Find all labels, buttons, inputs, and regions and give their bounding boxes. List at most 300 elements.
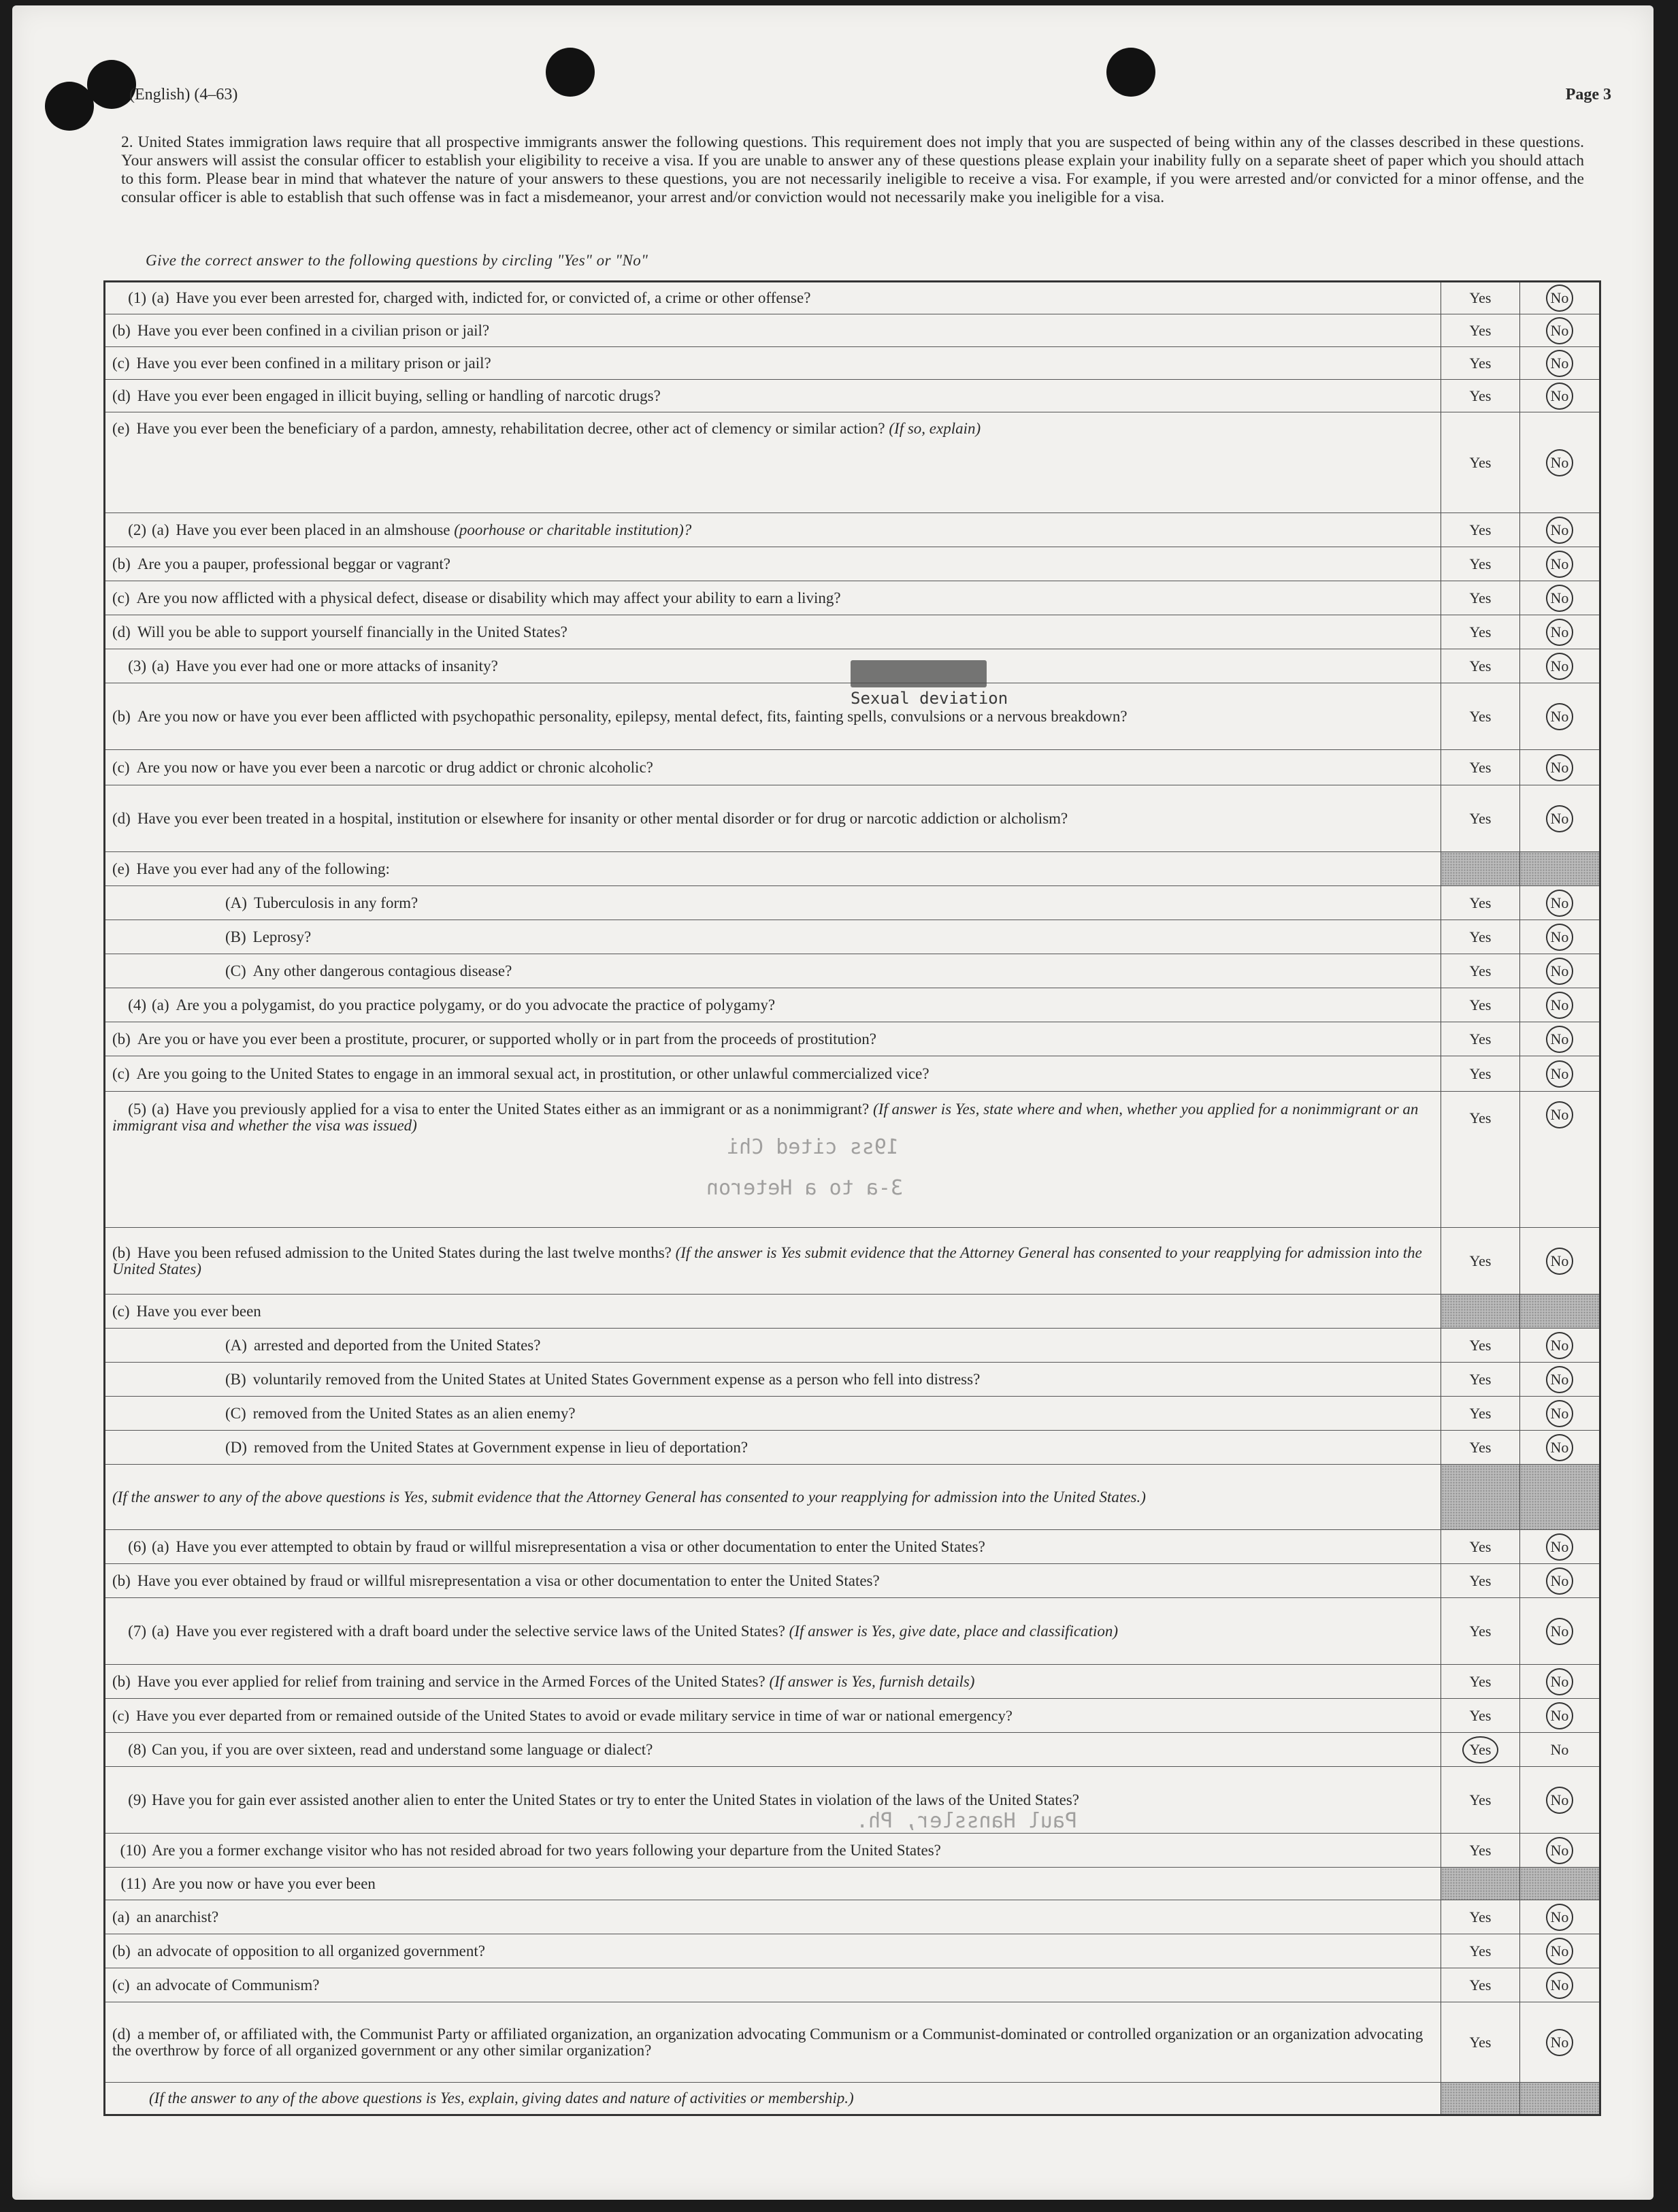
question-text xyxy=(105,1868,1441,1900)
question-row-7a xyxy=(105,1598,1600,1665)
question-row-6a xyxy=(105,1530,1600,1564)
question-note: (If the answer is Yes submit evidence that the Attorney General has consented to your reapplying for admission into the United States) xyxy=(112,1243,1422,1278)
no-option-circled[interactable] xyxy=(1520,1397,1600,1431)
yes-option[interactable]: Yes xyxy=(1441,785,1520,852)
sub-letter: (c) xyxy=(112,1064,130,1082)
sub-letter: (d) xyxy=(112,2025,131,2043)
question-number: (10) xyxy=(120,1841,146,1859)
no-option-circled[interactable] xyxy=(1520,988,1600,1022)
shaded-cell xyxy=(1441,1868,1520,1900)
question-note: (If answer is Yes, furnish details) xyxy=(769,1672,975,1690)
no-circled: No xyxy=(1546,619,1574,646)
question-row-3eA xyxy=(105,886,1600,920)
question-row-5cB xyxy=(105,1363,1600,1397)
yes-option[interactable]: Yes xyxy=(1441,1056,1520,1092)
no-option[interactable]: No xyxy=(1520,1733,1600,1767)
no-option-circled[interactable] xyxy=(1520,1598,1600,1665)
question-row-10 xyxy=(105,1834,1600,1868)
no-circled: No xyxy=(1546,1618,1574,1645)
shaded-cell xyxy=(1520,2083,1600,2115)
no-option-circled[interactable] xyxy=(1520,1530,1600,1564)
question-text xyxy=(105,1329,1441,1363)
yes-option[interactable]: Yes xyxy=(1441,1665,1520,1699)
question-row-2b xyxy=(105,547,1600,581)
stamp-text: Sexual deviation xyxy=(851,689,1008,708)
shaded-cell xyxy=(1520,1868,1600,1900)
question-label: Any other dangerous contagious disease? xyxy=(252,962,512,979)
question-row-5cD xyxy=(105,1431,1600,1465)
question-label: Are you now or have you ever been a narcotic or drug addict or chronic alcoholic? xyxy=(136,758,653,776)
yes-option[interactable]: Yes xyxy=(1441,282,1520,314)
question-label: Are you now afflicted with a physical defect, disease or disability which may affect your ability to earn a living? xyxy=(136,589,841,606)
no-option-circled[interactable] xyxy=(1520,1431,1600,1465)
shaded-cell xyxy=(1441,2083,1520,2115)
question-number: (7) xyxy=(128,1622,146,1640)
yes-option[interactable]: Yes xyxy=(1441,750,1520,785)
bleed-through-text: Paul Hanssler, Ph. xyxy=(856,1809,1078,1833)
question-label: Have you ever been the beneficiary of a pardon, amnesty, rehabilitation decree, other act of clemency or similar action? xyxy=(136,420,885,437)
no-option-circled[interactable] xyxy=(1520,314,1600,347)
question-text xyxy=(105,886,1441,920)
sub-letter: (A) xyxy=(225,1336,247,1354)
sub-letter: (d) xyxy=(112,387,131,404)
sub-letter: (c) xyxy=(112,1706,129,1724)
question-text xyxy=(105,1228,1441,1295)
no-option-circled[interactable] xyxy=(1520,380,1600,412)
no-option-circled[interactable] xyxy=(1520,1022,1600,1056)
no-circled: No xyxy=(1546,992,1574,1019)
question-number: (2) xyxy=(128,521,146,538)
no-circled: No xyxy=(1546,958,1574,985)
question-row-9 xyxy=(105,1767,1600,1834)
no-circled: No xyxy=(1546,383,1574,410)
question-label: Have you ever been placed in an almshouse xyxy=(176,521,450,538)
no-circled: No xyxy=(1546,653,1574,680)
no-option-circled[interactable] xyxy=(1520,1564,1600,1598)
no-circled: No xyxy=(1546,1837,1574,1864)
question-label: Have you ever had one or more attacks of insanity? xyxy=(176,657,498,674)
question-text xyxy=(105,1022,1441,1056)
question-label: Are you a pauper, professional beggar or vagrant? xyxy=(137,555,450,572)
no-circled: No xyxy=(1546,890,1574,917)
intro-marker: 2. xyxy=(121,133,133,151)
shaded-cell xyxy=(1441,852,1520,886)
question-text xyxy=(105,282,1441,314)
yes-option[interactable]: Yes xyxy=(1441,1329,1520,1363)
yes-option[interactable]: Yes xyxy=(1441,412,1520,513)
question-row-7c xyxy=(105,1699,1600,1733)
question-label: Have you previously applied for a visa to enter the United States either as an immigrant or as a nonimmigrant? xyxy=(176,1101,870,1118)
yes-option[interactable]: Yes xyxy=(1441,920,1520,954)
question-label: voluntarily removed from the United States at United States Government expense as a person who fell into distress? xyxy=(252,1370,981,1388)
question-number: (4) xyxy=(128,996,146,1013)
no-option-circled[interactable] xyxy=(1520,1228,1600,1295)
question-label: Have you ever attempted to obtain by fraud or willful misrepresentation a visa or other documentation to enter the United States? xyxy=(176,1538,985,1555)
question-row-4c xyxy=(105,1056,1600,1092)
no-circled: No xyxy=(1546,703,1574,730)
question-11-note-row xyxy=(105,2083,1600,2115)
question-label: Are you going to the United States to engage in an immoral sexual act, in prostitution, or other unlawful commercialized vice? xyxy=(136,1064,930,1082)
yes-option[interactable]: Yes xyxy=(1441,1022,1520,1056)
sub-letter: (a) xyxy=(152,1538,169,1555)
question-number: (1) xyxy=(128,289,146,306)
question-row-4b xyxy=(105,1022,1600,1056)
yes-option[interactable]: Yes xyxy=(1441,1834,1520,1868)
no-circled: No xyxy=(1546,1567,1574,1595)
question-label: Are you a polygamist, do you practice polygamy, or do you advocate the practice of polygamy? xyxy=(176,996,776,1013)
question-text xyxy=(105,649,1441,683)
question-label: Have you ever been treated in a hospital, institution or elsewhere for insanity or other mental disorder or for drug or narcotic addiction or alcholism? xyxy=(137,809,1068,827)
question-row-3c xyxy=(105,750,1600,785)
no-option-circled[interactable] xyxy=(1520,547,1600,581)
question-text xyxy=(105,2002,1441,2083)
question-row-3eB xyxy=(105,920,1600,954)
question-text xyxy=(105,380,1441,412)
question-row-5cA xyxy=(105,1329,1600,1363)
question-text xyxy=(105,1665,1441,1699)
question-row-2d xyxy=(105,615,1600,649)
no-option-circled[interactable] xyxy=(1520,1767,1600,1834)
question-label: Have you ever been engaged in illicit buying, selling or handling of narcotic drugs? xyxy=(137,387,661,404)
sub-letter: (a) xyxy=(112,1908,130,1925)
no-circled: No xyxy=(1546,1533,1574,1561)
question-text xyxy=(105,852,1441,886)
question-text xyxy=(105,988,1441,1022)
question-text xyxy=(105,1431,1441,1465)
question-label: Leprosy? xyxy=(252,928,312,945)
no-option-circled[interactable] xyxy=(1520,785,1600,852)
no-option-circled[interactable] xyxy=(1520,1363,1600,1397)
no-option-circled[interactable] xyxy=(1520,1092,1600,1228)
question-text xyxy=(105,1699,1441,1733)
no-circled: No xyxy=(1546,754,1574,781)
question-label: Have you ever obtained by fraud or willful misrepresentation a visa or other documentation to enter the United States? xyxy=(137,1572,880,1589)
question-text xyxy=(105,513,1441,547)
no-option-circled[interactable] xyxy=(1520,513,1600,547)
no-circled: No xyxy=(1546,1938,1574,1965)
question-row-6b xyxy=(105,1564,1600,1598)
no-circled: No xyxy=(1546,1434,1574,1461)
question-label: removed from the United States at Government expense in lieu of deportation? xyxy=(253,1438,748,1456)
sub-letter: (d) xyxy=(112,623,131,640)
no-circled: No xyxy=(1546,1702,1574,1729)
no-circled: No xyxy=(1546,924,1574,951)
question-label: Have you ever been confined in a civilian prison or jail? xyxy=(137,321,490,339)
no-option-circled[interactable] xyxy=(1520,1699,1600,1733)
question-number: (9) xyxy=(128,1791,146,1808)
bleed-through-text: 19ss cited Chi xyxy=(727,1135,899,1159)
no-option-circled[interactable] xyxy=(1520,649,1600,683)
no-option-circled[interactable] xyxy=(1520,347,1600,380)
yes-option[interactable]: Yes xyxy=(1441,1900,1520,1934)
no-option-circled[interactable] xyxy=(1520,1968,1600,2002)
yes-option[interactable]: Yes xyxy=(1441,683,1520,750)
question-label: Have you ever been confined in a military prison or jail? xyxy=(136,354,491,372)
no-option-circled[interactable] xyxy=(1520,1056,1600,1092)
no-circled: No xyxy=(1546,1060,1574,1088)
sub-letter: (C) xyxy=(225,1404,246,1422)
yes-option[interactable]: Yes xyxy=(1441,886,1520,920)
question-text xyxy=(105,1834,1441,1868)
question-label: Have you been refused admission to the United States during the last twelve months? xyxy=(137,1243,672,1261)
sub-letter: (b) xyxy=(112,1243,131,1261)
question-label: Have you ever been arrested for, charged with, indicted for, or convicted of, a crime or other offense? xyxy=(176,289,811,306)
question-text xyxy=(105,1733,1441,1767)
question-row-5a xyxy=(105,1092,1600,1228)
no-circled: No xyxy=(1546,805,1574,832)
page-header xyxy=(12,86,1654,113)
question-row-4a xyxy=(105,988,1600,1022)
no-option-circled[interactable] xyxy=(1520,1934,1600,1968)
no-circled: No xyxy=(1546,1668,1574,1695)
sub-letter: (c) xyxy=(112,354,130,372)
question-row-2a xyxy=(105,513,1600,547)
intro-text: United States immigration laws require that all prospective immigrants answer the following questions. This requirement does not imply that you are suspected of being within any of the classes described in these questions. Your answers will assist the consular officer to establish your eligibility to receive a visa. If you are unable to answer any of these questions please explain your inability fully on a separate sheet of paper which you should attach to this form. Please bear in mind that whatever the nature of your answers to these questions, you are not necessarily ineligible to receive a visa. For example, if you were arrested and/or convicted for a minor offense, and the consular officer is able to establish that such offense was in fact a misdemeanor, your arrest and/or conviction would not necessarily make you ineligible for a visa. xyxy=(121,133,1584,206)
sub-letter: (b) xyxy=(112,1672,131,1690)
question-label: an anarchist? xyxy=(136,1908,219,1925)
yes-option[interactable]: Yes xyxy=(1441,547,1520,581)
typed-stamp xyxy=(851,660,1008,708)
no-option-circled[interactable] xyxy=(1520,1900,1600,1934)
yes-option[interactable]: Yes xyxy=(1441,513,1520,547)
question-text xyxy=(105,581,1441,615)
sub-letter: (b) xyxy=(112,1942,131,1959)
question-row-3eC xyxy=(105,954,1600,988)
sub-letter: (b) xyxy=(112,555,131,572)
sub-letter: (B) xyxy=(225,928,246,945)
shaded-cell xyxy=(1441,1465,1520,1530)
question-number: (5) xyxy=(128,1101,146,1118)
question-row-2c xyxy=(105,581,1600,615)
sub-letter: (c) xyxy=(112,1976,130,1994)
question-label: Can you, if you are over sixteen, read and understand some language or dialect? xyxy=(152,1740,653,1758)
yes-option[interactable]: Yes xyxy=(1441,1934,1520,1968)
question-text xyxy=(105,547,1441,581)
sub-letter: (d) xyxy=(112,809,131,827)
question-number: (6) xyxy=(128,1538,146,1555)
shaded-cell xyxy=(1520,1465,1600,1530)
question-number: (3) xyxy=(128,657,146,674)
sub-letter: (c) xyxy=(112,589,130,606)
question-label: removed from the United States as an alien enemy? xyxy=(252,1404,576,1422)
no-circled: No xyxy=(1546,585,1574,612)
yes-option[interactable]: Yes xyxy=(1441,649,1520,683)
question-row-7b xyxy=(105,1665,1600,1699)
question-row-11a xyxy=(105,1900,1600,1934)
yes-option[interactable]: Yes xyxy=(1441,1228,1520,1295)
sub-letter: (b) xyxy=(112,321,131,339)
no-circled: No xyxy=(1546,1332,1574,1359)
question-text xyxy=(105,1767,1441,1834)
no-circled: No xyxy=(1546,1400,1574,1427)
no-option-circled[interactable] xyxy=(1520,1834,1600,1868)
sub-letter: (B) xyxy=(225,1370,246,1388)
question-label: Have you ever departed from or remained outside of the United States to avoid or evade military service in time of war or national emergency? xyxy=(135,1706,1013,1724)
no-option-circled[interactable] xyxy=(1520,1329,1600,1363)
question-label: Have you ever had any of the following: xyxy=(136,860,390,877)
no-option-circled[interactable] xyxy=(1520,581,1600,615)
form-id: (English) (4–63) xyxy=(129,86,238,103)
no-circled: No xyxy=(1546,449,1574,476)
question-label: Have you ever applied for relief from training and service in the Armed Forces of the United States? xyxy=(137,1672,766,1690)
shaded-cell xyxy=(1520,1295,1600,1329)
question-text xyxy=(105,1530,1441,1564)
question-label: an advocate of Communism? xyxy=(136,1976,320,1994)
shaded-cell xyxy=(1441,1295,1520,1329)
bleed-through-text: 3-a to a Heteron xyxy=(706,1176,903,1200)
no-option-circled[interactable] xyxy=(1520,920,1600,954)
no-circled: No xyxy=(1546,1248,1574,1275)
yes-option[interactable]: Yes xyxy=(1441,380,1520,412)
question-row-11d xyxy=(105,2002,1600,2083)
sub-letter: (a) xyxy=(152,1622,169,1640)
sub-letter: (a) xyxy=(152,521,169,538)
no-option-circled[interactable] xyxy=(1520,750,1600,785)
sub-letter: (a) xyxy=(152,657,169,674)
question-label: an advocate of opposition to all organized government? xyxy=(137,1942,485,1959)
no-option-circled[interactable] xyxy=(1520,615,1600,649)
sub-letter: (a) xyxy=(152,996,169,1013)
question-row-11b xyxy=(105,1934,1600,1968)
no-circled: No xyxy=(1546,517,1574,544)
question-text xyxy=(105,347,1441,380)
no-option-circled[interactable] xyxy=(1520,954,1600,988)
no-option-circled[interactable] xyxy=(1520,2002,1600,2083)
yes-option[interactable]: Yes xyxy=(1441,1968,1520,2002)
question-5-note-row xyxy=(105,1465,1600,1530)
no-option-circled[interactable] xyxy=(1520,1665,1600,1699)
yes-option[interactable]: Yes xyxy=(1441,954,1520,988)
question-label: Have you for gain ever assisted another alien to enter the United States or try to enter the United States in violation of the laws of the United States? xyxy=(152,1791,1080,1808)
yes-option[interactable]: Yes xyxy=(1441,2002,1520,2083)
sub-letter: (a) xyxy=(152,1101,169,1118)
yes-option[interactable]: Yes xyxy=(1441,1767,1520,1834)
yes-option[interactable]: Yes xyxy=(1441,347,1520,380)
yes-option-circled[interactable] xyxy=(1441,1733,1520,1767)
yes-option[interactable]: Yes xyxy=(1441,1092,1520,1228)
yes-option[interactable]: Yes xyxy=(1441,1564,1520,1598)
redaction-blot xyxy=(851,660,987,687)
form-page xyxy=(12,5,1654,2200)
question-text xyxy=(105,412,1441,513)
question-note: (If the answer to any of the above questions is Yes, explain, giving dates and nature of activities or membership.) xyxy=(105,2083,1441,2115)
question-text xyxy=(105,615,1441,649)
question-text xyxy=(105,1295,1441,1329)
question-text xyxy=(105,954,1441,988)
yes-option[interactable]: Yes xyxy=(1441,1598,1520,1665)
sub-letter: (C) xyxy=(225,962,246,979)
sub-letter: (b) xyxy=(112,1572,131,1589)
question-text xyxy=(105,785,1441,852)
question-text xyxy=(105,314,1441,347)
question-text xyxy=(105,750,1441,785)
sub-letter: (D) xyxy=(225,1438,247,1456)
no-circled: No xyxy=(1546,350,1574,377)
instruction-text: Give the correct answer to the following questions by circling "Yes" or "No" xyxy=(146,252,648,269)
questions-table xyxy=(103,280,1601,2116)
question-note: (poorhouse or charitable institution)? xyxy=(454,521,692,538)
question-row-5c xyxy=(105,1295,1600,1329)
question-text xyxy=(105,683,1441,750)
no-circled: No xyxy=(1546,1026,1574,1053)
question-row-1d xyxy=(105,380,1600,412)
yes-option[interactable]: Yes xyxy=(1441,1530,1520,1564)
yes-option[interactable]: Yes xyxy=(1441,988,1520,1022)
no-circled: No xyxy=(1546,1787,1574,1814)
question-row-1e xyxy=(105,412,1600,513)
question-note: (If answer is Yes, state where and when, whether you applied for a nonimmigrant or an immigrant visa and whether the visa was issued) xyxy=(112,1101,1419,1134)
question-label: a member of, or affiliated with, the Communist Party or affiliated organization, an organization advocating Communism or a Communist-dominated or controlled organization or an organization advocating the overthrow by force of all organized government or any other similar organization? xyxy=(112,2025,1424,2059)
question-text xyxy=(105,1934,1441,1968)
yes-option[interactable]: Yes xyxy=(1441,1431,1520,1465)
sub-letter: (c) xyxy=(112,1302,130,1320)
yes-option[interactable]: Yes xyxy=(1441,314,1520,347)
question-row-5cC xyxy=(105,1397,1600,1431)
yes-option[interactable]: Yes xyxy=(1441,581,1520,615)
question-row-11c xyxy=(105,1968,1600,2002)
question-number: (8) xyxy=(128,1740,146,1758)
no-option-circled[interactable] xyxy=(1520,282,1600,314)
question-text xyxy=(105,920,1441,954)
yes-option[interactable]: Yes xyxy=(1441,615,1520,649)
page-number: Page 3 xyxy=(1565,86,1611,103)
question-text xyxy=(105,1092,1441,1228)
shaded-cell xyxy=(1520,852,1600,886)
intro-paragraph xyxy=(121,133,1584,207)
sub-letter: (b) xyxy=(112,1030,131,1047)
yes-option[interactable]: Yes xyxy=(1441,1363,1520,1397)
question-row-8 xyxy=(105,1733,1600,1767)
question-text xyxy=(105,1056,1441,1092)
question-text xyxy=(105,1598,1441,1665)
no-circled: No xyxy=(1546,1972,1574,1999)
question-text xyxy=(105,1397,1441,1431)
no-option-circled[interactable] xyxy=(1520,412,1600,513)
question-label: Are you or have you ever been a prostitute, procurer, or supported wholly or in part from the proceeds of prostitution? xyxy=(137,1030,876,1047)
sub-letter: (a) xyxy=(152,289,169,306)
question-note: (If answer is Yes, give date, place and classification) xyxy=(789,1622,1119,1640)
question-label: Have you ever been xyxy=(136,1302,261,1320)
yes-option[interactable]: Yes xyxy=(1441,1397,1520,1431)
no-option-circled[interactable] xyxy=(1520,683,1600,750)
question-label: Will you be able to support yourself financially in the United States? xyxy=(137,623,567,640)
no-circled: No xyxy=(1546,284,1574,312)
no-circled: No xyxy=(1546,2029,1574,2056)
question-text xyxy=(105,1900,1441,1934)
no-circled: No xyxy=(1546,1101,1574,1128)
question-note: (If so, explain) xyxy=(889,420,981,437)
question-row-5b xyxy=(105,1228,1600,1295)
question-label: Are you now or have you ever been xyxy=(152,1874,376,1892)
question-text xyxy=(105,1968,1441,2002)
question-label: arrested and deported from the United States? xyxy=(253,1336,541,1354)
sub-letter: (b) xyxy=(112,707,131,725)
yes-option[interactable]: Yes xyxy=(1441,1699,1520,1733)
yes-circled: Yes xyxy=(1462,1736,1498,1763)
question-text xyxy=(105,1564,1441,1598)
question-label: Are you now or have you ever been afflicted with psychopathic personality, epilepsy, mental defect, fits, fainting spells, convulsions or a nervous breakdown? xyxy=(137,707,1128,725)
question-row-1b xyxy=(105,314,1600,347)
question-label: Tuberculosis in any form? xyxy=(253,894,418,911)
question-row-11 xyxy=(105,1868,1600,1900)
no-option-circled[interactable] xyxy=(1520,886,1600,920)
question-row-3e xyxy=(105,852,1600,886)
no-circled: No xyxy=(1546,1904,1574,1931)
sub-letter: (A) xyxy=(225,894,247,911)
question-number: (11) xyxy=(120,1874,146,1892)
question-row-1c xyxy=(105,347,1600,380)
question-label: Have you ever registered with a draft board under the selective service laws of the United States? xyxy=(176,1622,785,1640)
